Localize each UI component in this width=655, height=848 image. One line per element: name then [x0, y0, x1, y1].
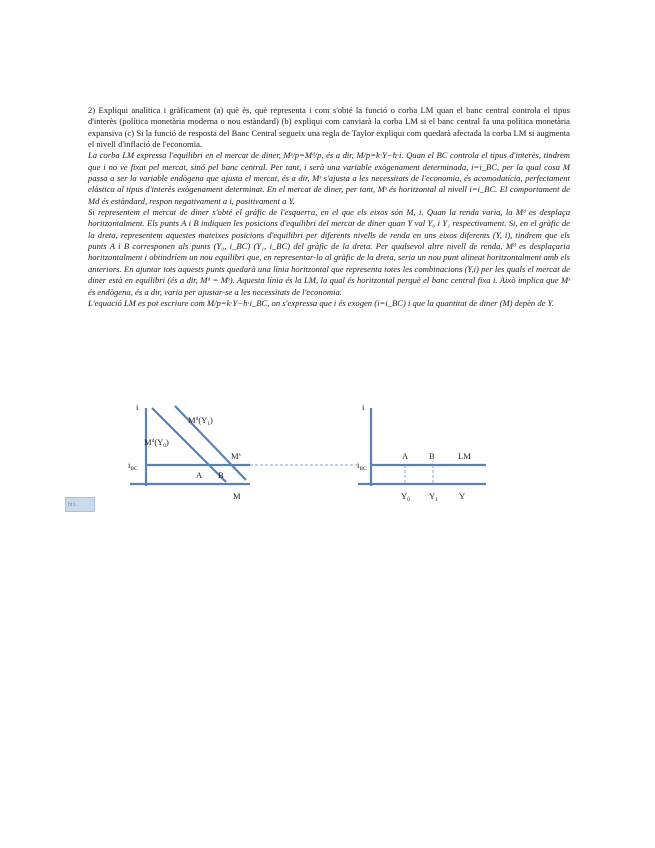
- right-diagram: [357, 402, 486, 503]
- right-x-axis-label: Y: [459, 491, 466, 501]
- answer-paragraph-1: La corba LM expressa l'equilibri en el mercat de diner, Mˢ/p=Mᵈ/p, és a dir, M/p=k·Y−h·i. Quan el BC controla el tipus d'interès, tindrem que i no ve fixat pel mercat, sinó pel banc central. Per tant, i serà una variable exògenament determinada, i=i_BC, per la qual cosa M passa a ser la variable endògena que ajusta el mercat, és a dir, Mˢ s'ajusta a les necessitats de l'economia, és acomodatícia, perfectament elàstica al tipus d'interès exògenament determinat. En el mercat de diner, per tant, Mˢ és horitzontal al nivell i=i_BC. El comportament de Md és estàndard, respon negativament a i, positivament a Y.: [88, 150, 570, 206]
- left-point-b: B: [218, 470, 224, 480]
- question-text: 2) Expliqui analítica i gràficament (a) què és, què representa i com s'obté la funció o corba LM quan el banc central controla el tipus d'interès (política monetària moderna o nou estàndard) (b) expliqui com canviarà la corba LM si el banc central fa una política monetària expansiva (c) Si la funció de resposta del Banc Central segueix una regla de Taylor expliqui com quedarà afectada la corba LM si augmenta el nivell d'inflació de l'economia.: [88, 105, 570, 150]
- ms-label: $M^s$: [231, 451, 241, 461]
- right-point-a: A: [402, 451, 409, 461]
- md-y0-label: $M^d(Y_0)$: [144, 437, 169, 449]
- left-y-axis-label: i: [136, 402, 139, 412]
- right-ibc-label: $i_{BC}$: [357, 460, 367, 472]
- left-point-a: A: [196, 470, 203, 480]
- left-diagram: [128, 402, 357, 501]
- thumbnail-tab[interactable]: ht t...: [65, 497, 95, 512]
- right-y-axis-label: i: [362, 402, 365, 412]
- y1-label: $Y_1$: [429, 491, 438, 503]
- text-block: [88, 105, 570, 309]
- left-x-axis-label: M: [233, 491, 241, 501]
- lm-label: LM: [458, 451, 471, 461]
- right-point-b: B: [429, 451, 435, 461]
- y0-label: $Y_0$: [401, 491, 410, 503]
- answer-paragraph-2: Si representem el mercat de diner s'obté el gràfic de l'esquerra, en el que els eixos són M, i. Quan la renda varia, la Mᵈ es desplaça horitzontalment. Els punts A i B indiquen les posicions d'equilibri del mercat de diner quan Y val Y₀ i Y₁ respectivament. Si, en el gràfic de la dreta, representem aquestes mateixes posicions d'equilibri per diferents nivells de renda en uns eixos diferents (Y, i), tindrem que els punts A i B corresponen als punts (Y₀, i_BC) (Y₁, i_BC) del gràfic de la dreta. Per qualsevol altre nivell de renda, Mᵈ es desplaçaria horitzontalment i obtindríem un nou equilibri que, en representar-lo al gràfic de la dreta, seria un nou punt alineat horitzontalment amb els anteriors. En ajuntar tots aquests punts quedarà una línia horitzontal que representa totes les combinacions (Y,i) per les quals el mercat de diner està en equilibri (és a dir, Mᵈ = Mˢ). Aquesta línia és la LM, la qual és horitzontal perquè el banc central fixa i. Això implica que Mˢ és endògena, és a dir, varia per ajustar-se a les necessitats de l'economia.: [88, 207, 570, 297]
- left-ibc-label: $i_{BC}$: [128, 460, 138, 472]
- answer-paragraph-3: L'equació LM es pot escriure com M/p=k·Y−h·i_BC, on s'expressa que i és exogen (i=i_BC) i que la quantitat de diner (M) depèn de Y.: [88, 297, 554, 308]
- md-y1-label: $M^d(Y_1)$: [188, 415, 213, 427]
- money-market-lm-figure: [120, 402, 490, 510]
